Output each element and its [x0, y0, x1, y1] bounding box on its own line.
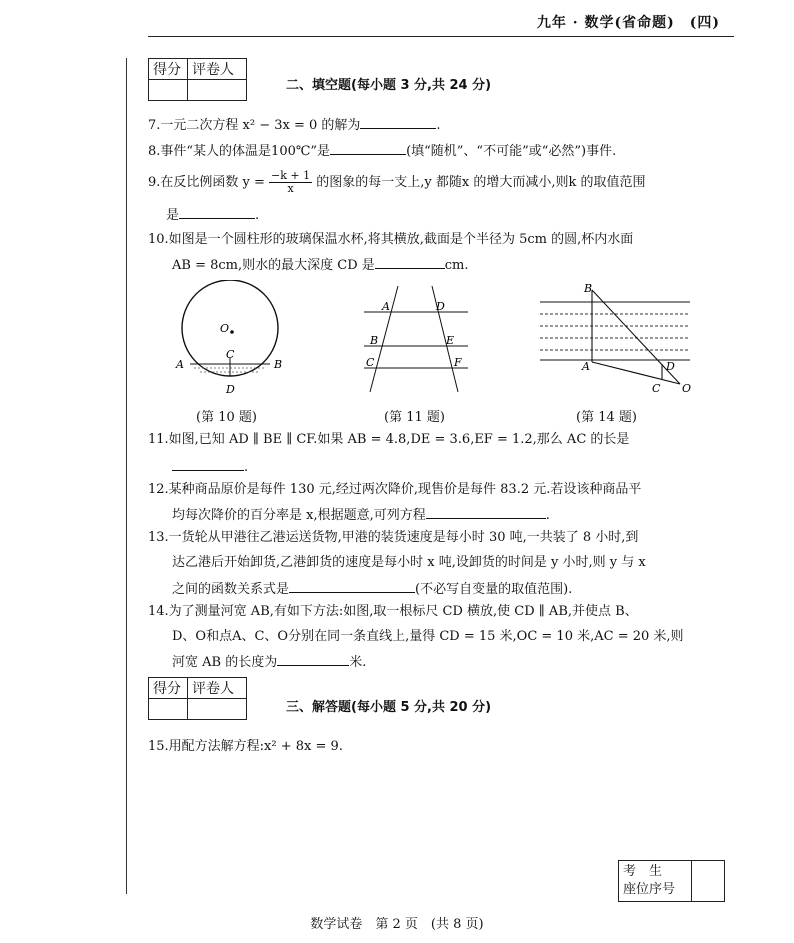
label-C: C	[226, 348, 235, 361]
seat-label-2: 座位序号	[623, 882, 676, 897]
fraction-k: $\frac{-k + 1}{x}$	[271, 169, 311, 195]
answer-blank-9[interactable]	[179, 204, 255, 219]
svg-text:A: A	[582, 360, 590, 373]
svg-text:D: D	[666, 360, 675, 373]
svg-text:A: A	[382, 300, 390, 313]
caption-fig14: (第 14 题)	[576, 410, 637, 425]
score-box-section2	[148, 58, 247, 101]
svg-text:B: B	[370, 334, 379, 347]
section2-title: 二、填空题(每小题 3 分,共 24 分)	[286, 78, 492, 93]
question-14-line3: 河宽 AB 的长度为 米.	[172, 651, 752, 673]
binding-rule	[126, 58, 127, 894]
question-12-line2: 均每次降价的百分率是 x,根据题意,可列方程 .	[172, 504, 752, 526]
label-B: B	[274, 358, 283, 371]
question-13-line3: 之间的函数关系式是 (不必写自变量的取值范围).	[172, 578, 752, 600]
seat-number-cell[interactable]	[692, 861, 725, 902]
page-footer: 数学试卷 第 2 页 (共 8 页)	[310, 917, 484, 932]
grader-label: 评卷人	[188, 59, 247, 80]
question-14: 14.为了测量河宽 AB,有如下方法:如图,取一根标尺 CD 横放,使 CD ∥ AB,并使点 B、	[148, 604, 638, 619]
question-15: 15.用配方法解方程:x² + 8x = 9.	[148, 739, 343, 754]
answer-blank-12[interactable]	[426, 504, 546, 519]
figure-14	[540, 280, 696, 398]
question-11: 11.如图,已知 AD ∥ BE ∥ CF.如果 AB = 4.8,DE = 3.6,EF = 1.2,那么 AC 的长是	[148, 432, 630, 447]
answer-blank-10[interactable]	[375, 254, 445, 269]
question-10: 10.如图是一个圆柱形的玻璃保温水杯,将其横放,截面是个半径为 5cm 的圆,杯内水面	[148, 232, 634, 247]
question-7: 7.一元二次方程 x² − 3x = 0 的解为 .	[148, 114, 728, 136]
answer-blank-7[interactable]	[360, 114, 436, 129]
svg-text:E: E	[446, 334, 455, 347]
center-dot	[230, 330, 234, 334]
caption-fig10: (第 10 题)	[196, 410, 257, 425]
figure-10	[172, 280, 292, 400]
question-11-line2: .	[172, 456, 752, 478]
question-8: 8.事件“某人的体温是100℃”是 (填“随机”、“不可能”或“必然”)事件.	[148, 140, 728, 162]
seat-label-1: 考 生	[623, 864, 663, 879]
svg-text:F: F	[454, 356, 462, 369]
score-box-section3: 得分 评卷人	[148, 677, 247, 720]
label-A: A	[176, 358, 184, 371]
answer-blank-14[interactable]	[277, 651, 349, 666]
question-13-line2: 达乙港后开始卸货,乙港卸货的速度是每小时 x 吨,设卸货的时间是 y 小时,则 y 与 x	[172, 555, 646, 570]
label-O: O	[220, 322, 230, 335]
caption-fig11: (第 11 题)	[384, 410, 445, 425]
grader-cell[interactable]	[188, 80, 247, 101]
question-14-line2: D、O和点A、C、O分别在同一条直线上,量得 CD = 15 米,OC = 10 米,AC = 20 米,则	[172, 629, 684, 644]
svg-text:O: O	[682, 382, 692, 395]
figure-11	[356, 284, 476, 396]
score-label: 得分	[149, 59, 188, 80]
svg-text:D: D	[436, 300, 445, 313]
score-cell[interactable]	[149, 699, 188, 720]
answer-blank-13[interactable]	[289, 578, 415, 593]
header-rule	[148, 36, 734, 37]
question-10-line2: AB = 8cm,则水的最大深度 CD 是 cm.	[172, 254, 752, 276]
grader-cell[interactable]	[188, 699, 247, 720]
question-9-line2: 是 .	[166, 204, 746, 226]
header-title: 九年 · 数学(省命题) (四)	[536, 15, 720, 31]
svg-text:C: C	[652, 382, 661, 395]
svg-text:C: C	[366, 356, 375, 369]
answer-blank-11[interactable]	[172, 456, 244, 471]
question-13: 13.一货轮从甲港往乙港运送货物,甲港的装货速度是每小时 30 吨,一共装了 8 小时,到	[148, 530, 639, 545]
score-cell[interactable]	[149, 80, 188, 101]
seat-number-box	[618, 860, 725, 902]
question-9: 9.在反比例函数 y = $\frac{-k + 1}{x}$ 的图象的每一支上,y 都随x 的增大而减小,则k 的取值范围	[148, 169, 646, 195]
section3-title: 三、解答题(每小题 5 分,共 20 分)	[286, 700, 492, 715]
label-D: D	[226, 383, 235, 396]
answer-blank-8[interactable]	[330, 140, 406, 155]
question-12: 12.某种商品原价是每件 130 元,经过两次降价,现售价是每件 83.2 元.若设该种商品平	[148, 482, 642, 497]
svg-text:B: B	[584, 282, 593, 295]
